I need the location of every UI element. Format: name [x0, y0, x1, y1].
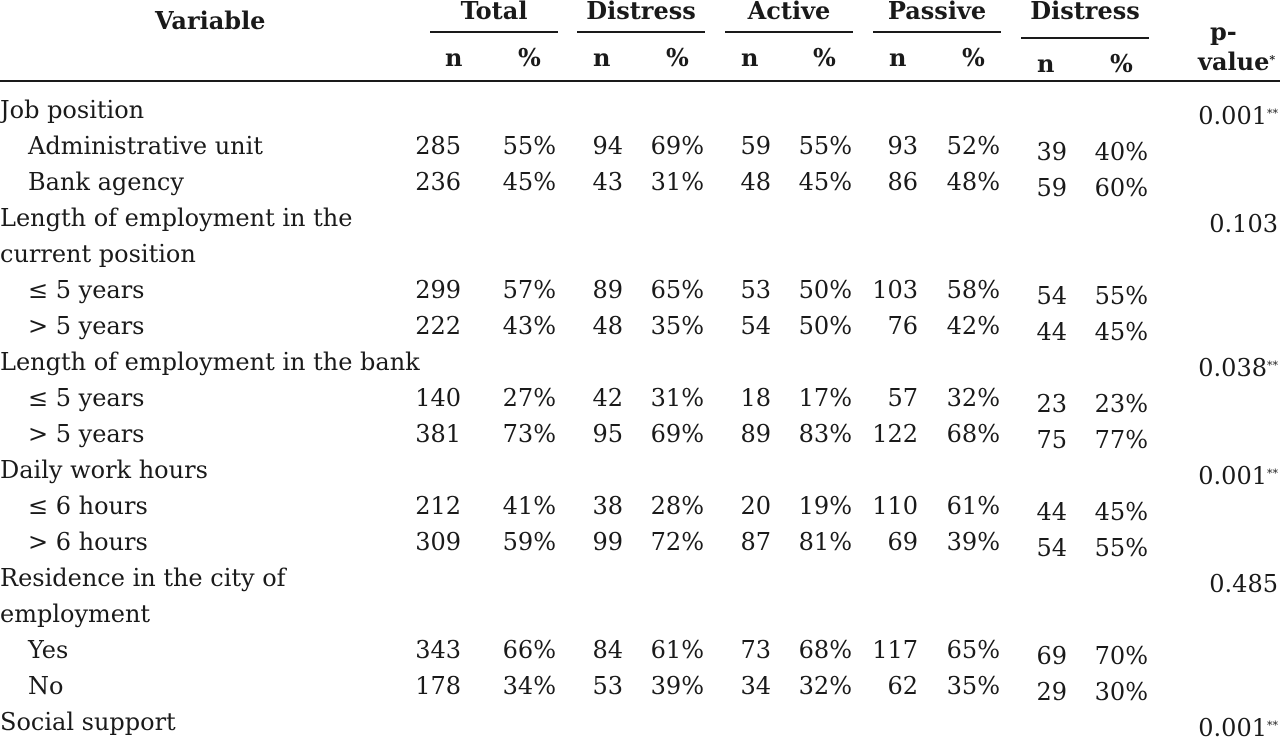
header-group-distress: Distress — [586, 0, 696, 25]
table-cell: 236 — [415, 168, 461, 196]
table-cell: 53 — [592, 672, 623, 700]
table-cell: 89 — [592, 276, 623, 304]
table-cell: 54 — [1036, 534, 1067, 562]
header-pvalue-line1: p- — [1210, 17, 1237, 46]
header-group-passive: Passive — [887, 0, 987, 25]
table-cell: 212 — [415, 492, 461, 520]
table-cell: 122 — [872, 420, 918, 448]
table-cell: 73 — [740, 636, 771, 664]
subheader-n: n — [741, 43, 759, 72]
subheader-n: n — [445, 43, 463, 72]
table-cell: 30% — [1094, 678, 1148, 706]
table-cell: 66% — [502, 636, 556, 664]
table-cell: 42% — [946, 312, 1000, 340]
table-cell: 53 — [740, 276, 771, 304]
row-label: ≤ 5 years — [28, 276, 145, 304]
table-cell: 70% — [1094, 642, 1148, 670]
table-cell: 32% — [798, 672, 852, 700]
table-cell: 343 — [415, 636, 461, 664]
group-underline-active — [725, 31, 853, 33]
table-cell: 23 — [1036, 390, 1067, 418]
table-cell: 50% — [798, 312, 852, 340]
significance-mark: ** — [1267, 467, 1278, 480]
table-cell: 43 — [592, 168, 623, 196]
table-cell: 62 — [887, 672, 918, 700]
subheader-pct: % — [813, 43, 836, 72]
table-cell: 81% — [798, 528, 852, 556]
p-value: 0.001** — [1198, 102, 1278, 130]
table-cell: 48 — [592, 312, 623, 340]
subheader-pct: % — [518, 43, 541, 72]
table-cell: 381 — [415, 420, 461, 448]
p-value: 0.001** — [1198, 714, 1278, 742]
table-cell: 299 — [415, 276, 461, 304]
header-pvalue-line2: value* — [1198, 47, 1276, 76]
row-label: > 6 hours — [28, 528, 148, 556]
subheader-n: n — [1037, 49, 1055, 78]
section-label: Daily work hours — [0, 456, 208, 484]
table-cell: 44 — [1036, 498, 1067, 526]
table-cell: 89 — [740, 420, 771, 448]
table-cell: 42 — [592, 384, 623, 412]
table-cell: 99 — [592, 528, 623, 556]
row-label: Bank agency — [28, 168, 184, 196]
table-cell: 58% — [946, 276, 1000, 304]
table-cell: 285 — [415, 132, 461, 160]
table-cell: 55% — [798, 132, 852, 160]
pvalue-footnote-mark: * — [1269, 53, 1276, 66]
significance-mark: ** — [1267, 107, 1278, 120]
row-label: Administrative unit — [28, 132, 263, 160]
table-cell: 59% — [502, 528, 556, 556]
table-cell: 69 — [887, 528, 918, 556]
table-cell: 95 — [592, 420, 623, 448]
table-cell: 75 — [1036, 426, 1067, 454]
table-cell: 54 — [1036, 282, 1067, 310]
table-cell: 41% — [502, 492, 556, 520]
table-cell: 50% — [798, 276, 852, 304]
table-cell: 110 — [872, 492, 918, 520]
table-cell: 59 — [740, 132, 771, 160]
table-cell: 69% — [650, 132, 704, 160]
table-cell: 31% — [650, 384, 704, 412]
table-cell: 39 — [1036, 138, 1067, 166]
table-cell: 73% — [502, 420, 556, 448]
table-cell: 20 — [740, 492, 771, 520]
table-cell: 65% — [650, 276, 704, 304]
table-cell: 28% — [650, 492, 704, 520]
table-cell: 55% — [1094, 534, 1148, 562]
row-label: No — [28, 672, 64, 700]
p-value: 0.103 — [1209, 210, 1278, 238]
table-cell: 43% — [502, 312, 556, 340]
table-cell: 38 — [592, 492, 623, 520]
group-underline-total — [430, 31, 558, 33]
section-label: Length of employment in the — [0, 204, 353, 232]
table-cell: 44 — [1036, 318, 1067, 346]
table-cell: 55% — [502, 132, 556, 160]
table-cell: 59 — [1036, 174, 1067, 202]
table-cell: 45% — [1094, 318, 1148, 346]
table-cell: 61% — [946, 492, 1000, 520]
table-cell: 57% — [502, 276, 556, 304]
header-group-active: Active — [747, 0, 831, 25]
table-cell: 45% — [1094, 498, 1148, 526]
group-underline-passive — [873, 31, 1001, 33]
table-cell: 27% — [502, 384, 556, 412]
table-cell: 45% — [502, 168, 556, 196]
table-cell: 69% — [650, 420, 704, 448]
table-cell: 40% — [1094, 138, 1148, 166]
table-cell: 39% — [946, 528, 1000, 556]
table-cell: 87 — [740, 528, 771, 556]
table-cell: 55% — [1094, 282, 1148, 310]
table-cell: 77% — [1094, 426, 1148, 454]
table-cell: 31% — [650, 168, 704, 196]
section-label: Social support — [0, 708, 176, 736]
table-cell: 103 — [872, 276, 918, 304]
table-cell: 83% — [798, 420, 852, 448]
table-cell: 35% — [946, 672, 1000, 700]
significance-mark: ** — [1267, 719, 1278, 732]
table-cell: 94 — [592, 132, 623, 160]
row-label: > 5 years — [28, 420, 145, 448]
table-cell: 39% — [650, 672, 704, 700]
section-label: Length of employment in the bank — [0, 348, 420, 376]
table-cell: 52% — [946, 132, 1000, 160]
header-variable: Variable — [155, 6, 266, 35]
table-cell: 23% — [1094, 390, 1148, 418]
section-label-cont: current position — [0, 240, 196, 268]
table-cell: 68% — [946, 420, 1000, 448]
table-cell: 57 — [887, 384, 918, 412]
subheader-n: n — [889, 43, 907, 72]
table-cell: 34% — [502, 672, 556, 700]
table-cell: 54 — [740, 312, 771, 340]
header-group-distress-2: Distress — [1030, 0, 1140, 25]
table-cell: 32% — [946, 384, 1000, 412]
table-cell: 72% — [650, 528, 704, 556]
table-cell: 178 — [415, 672, 461, 700]
row-label: ≤ 5 years — [28, 384, 145, 412]
section-label: Residence in the city of — [0, 564, 286, 592]
p-value: 0.485 — [1209, 570, 1278, 598]
row-label: > 5 years — [28, 312, 145, 340]
subheader-n: n — [593, 43, 611, 72]
table-cell: 19% — [798, 492, 852, 520]
table-cell: 140 — [415, 384, 461, 412]
table-cell: 65% — [946, 636, 1000, 664]
table-cell: 17% — [798, 384, 852, 412]
table-cell: 45% — [798, 168, 852, 196]
table-cell: 309 — [415, 528, 461, 556]
table-cell: 93 — [887, 132, 918, 160]
table-cell: 68% — [798, 636, 852, 664]
group-underline-distress-2 — [1021, 37, 1149, 39]
row-label: Yes — [28, 636, 69, 664]
table-cell: 117 — [872, 636, 918, 664]
table-cell: 34 — [740, 672, 771, 700]
table-cell: 222 — [415, 312, 461, 340]
table-cell: 84 — [592, 636, 623, 664]
table-cell: 48 — [740, 168, 771, 196]
subheader-pct: % — [666, 43, 689, 72]
header-group-total: Total — [460, 0, 528, 25]
table-cell: 48% — [946, 168, 1000, 196]
section-label-cont: employment — [0, 600, 151, 628]
significance-mark: ** — [1267, 359, 1278, 372]
header-bottom-rule — [0, 80, 1280, 82]
section-label: Job position — [0, 96, 145, 124]
table-cell: 86 — [887, 168, 918, 196]
table-cell: 60% — [1094, 174, 1148, 202]
row-label: ≤ 6 hours — [28, 492, 148, 520]
table-cell: 69 — [1036, 642, 1067, 670]
group-underline-distress — [577, 31, 705, 33]
subheader-pct: % — [1110, 49, 1133, 78]
p-value: 0.001** — [1198, 462, 1278, 490]
subheader-pct: % — [962, 43, 985, 72]
table-cell: 35% — [650, 312, 704, 340]
table-cell: 29 — [1036, 678, 1067, 706]
table-cell: 18 — [740, 384, 771, 412]
table-cell: 61% — [650, 636, 704, 664]
p-value: 0.038** — [1198, 354, 1278, 382]
table-cell: 76 — [887, 312, 918, 340]
